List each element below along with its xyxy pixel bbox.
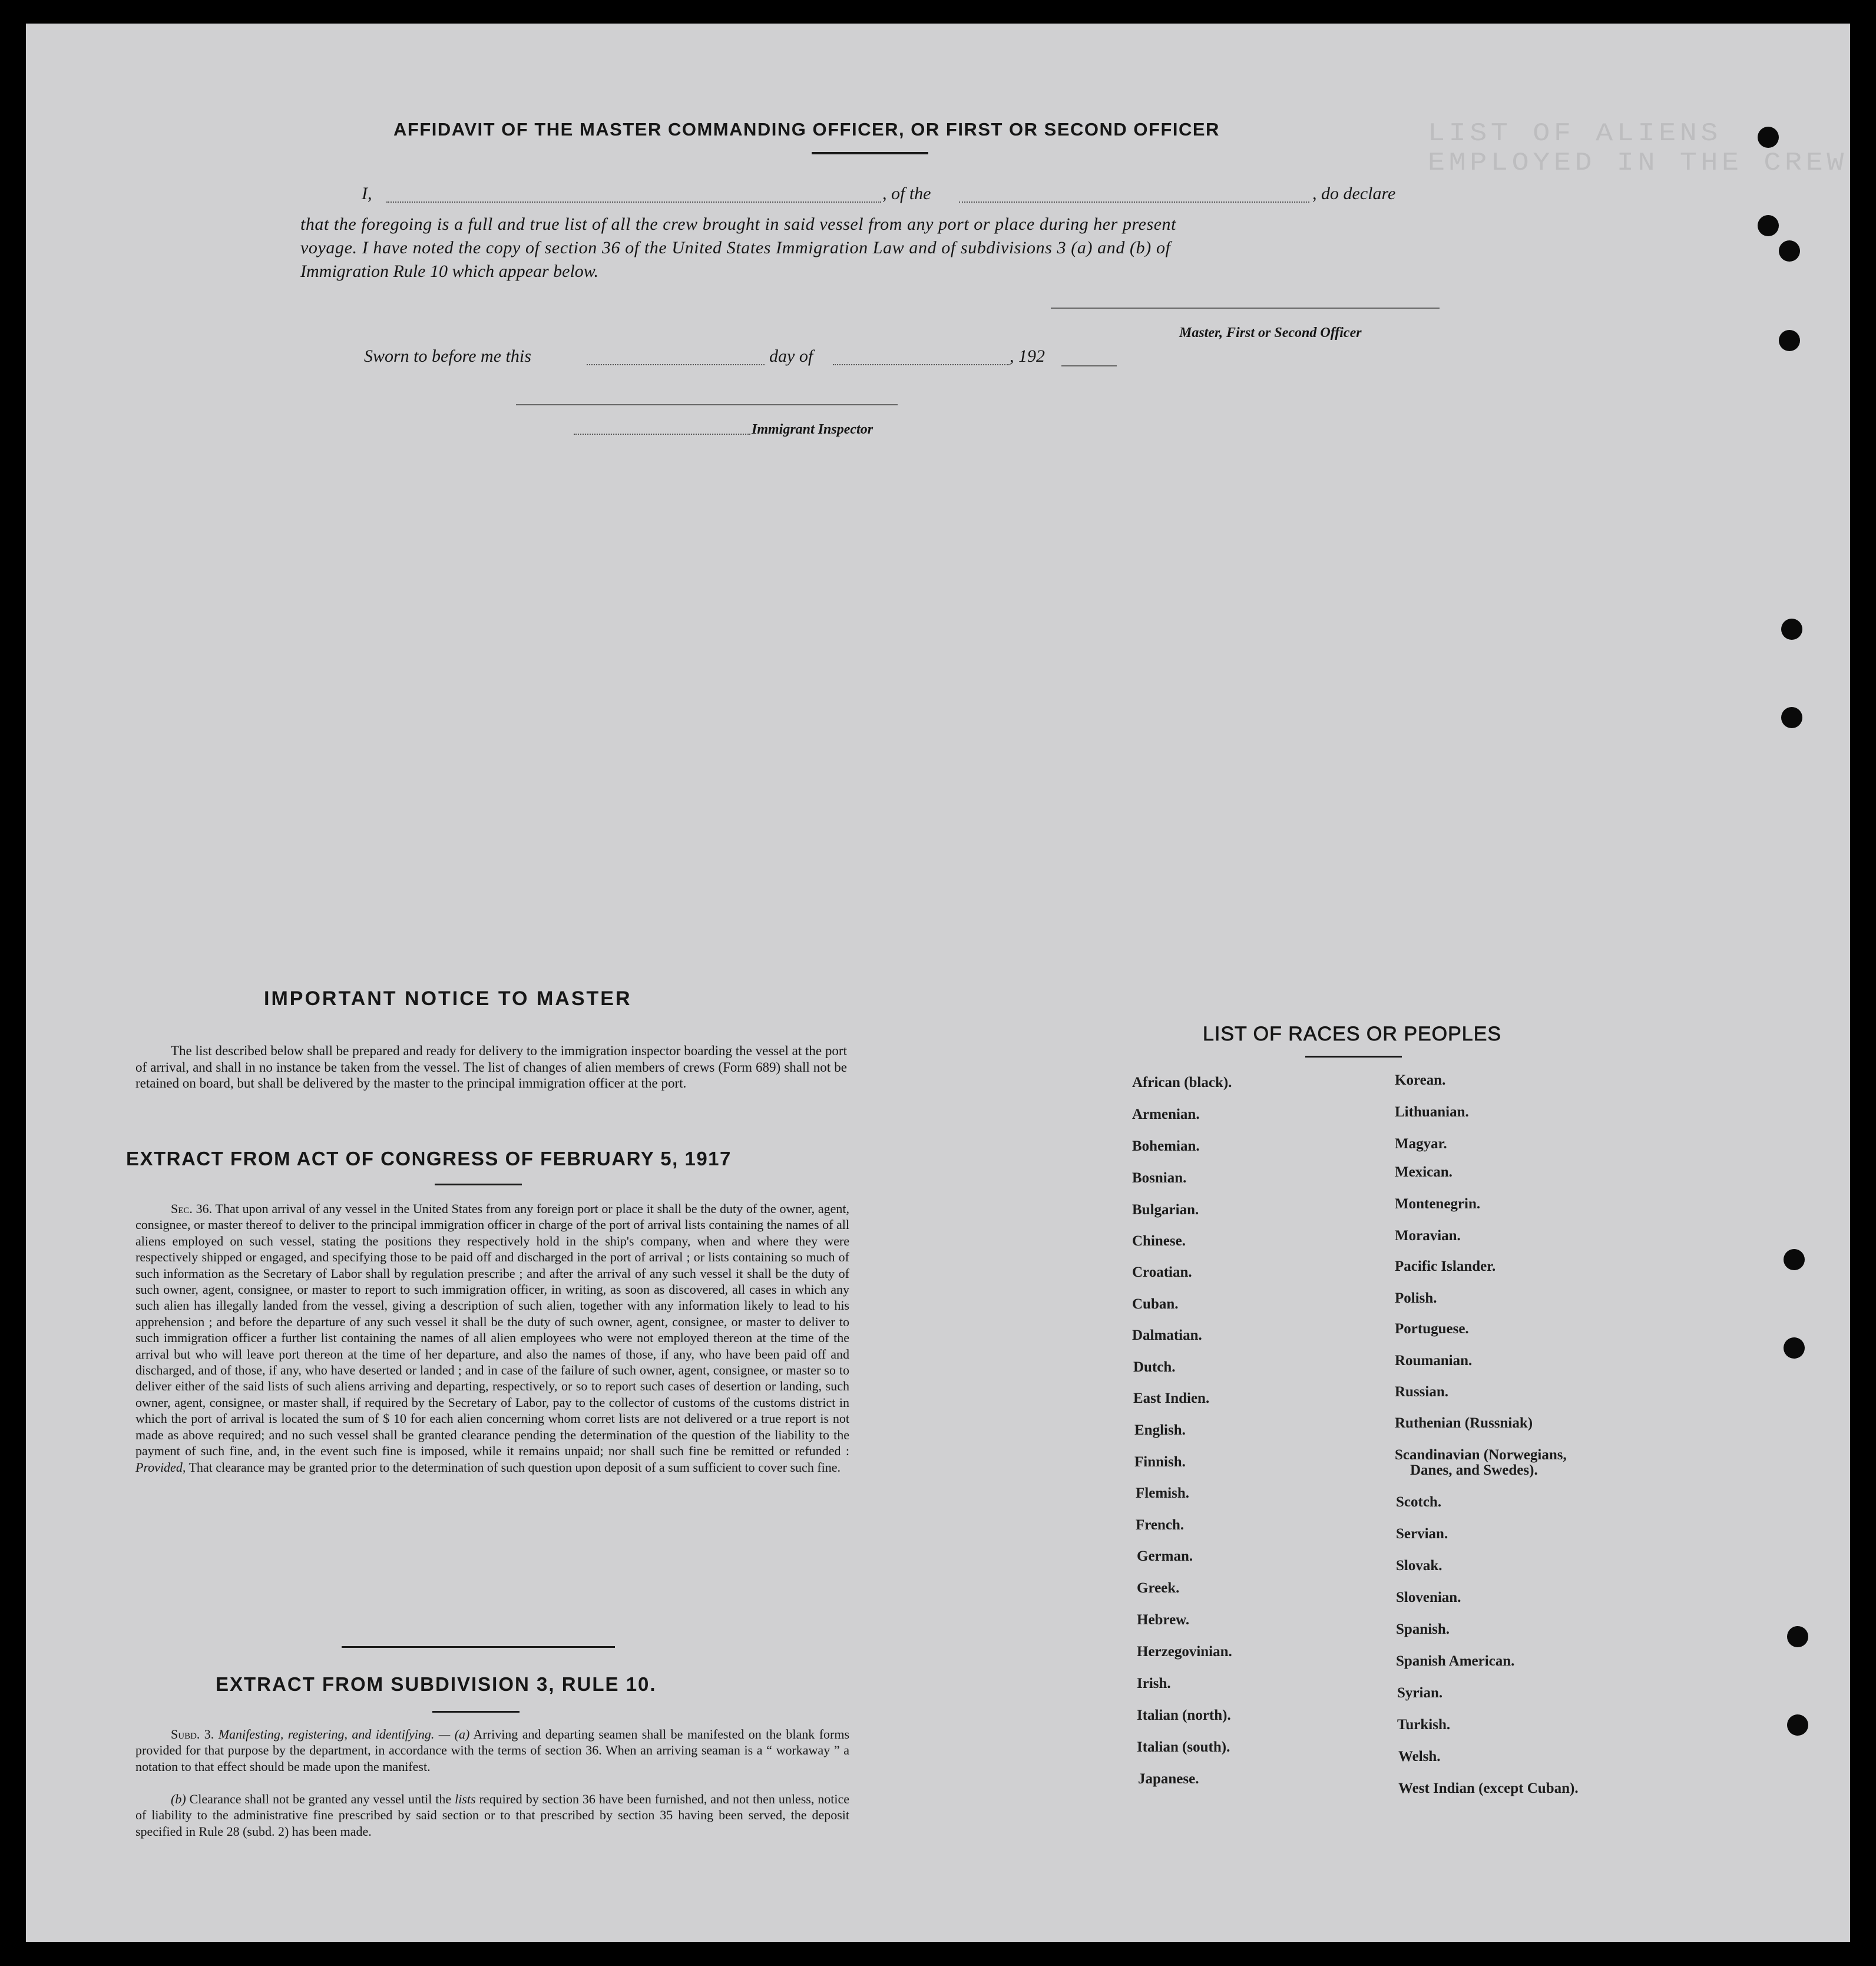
master-signature-label: Master, First or Second Officer [1179,325,1362,341]
race-item: French. [1136,1517,1185,1533]
race-item: Mexican. [1395,1164,1453,1180]
race-item: English. [1134,1422,1186,1438]
para-b-text-1: Clearance shall not be granted any vessel until the [189,1792,452,1806]
year-blank [1061,365,1117,366]
race-item: Italian (south). [1137,1739,1230,1755]
sworn-month-blank [833,364,1010,365]
subd-heading: Manifesting, registering, and identifying. — (a) [218,1727,470,1742]
race-item: Bohemian. [1132,1138,1200,1154]
race-item: Dalmatian. [1132,1327,1202,1343]
race-item: Croatian. [1132,1264,1192,1280]
race-item: Ruthenian (Russniak) [1395,1415,1533,1431]
punch-hole [1787,1626,1808,1647]
race-item: Herzegovinian. [1137,1644,1232,1660]
declaration-i: I, [362,184,372,203]
races-title: LIST OF RACES OR PEOPLES [1203,1023,1502,1045]
race-item: West Indian (except Cuban). [1398,1780,1579,1796]
bleed-through-text: LIST OF ALIENS EMPLOYED IN THE CREW [1428,119,1848,178]
master-signature-line [1051,308,1440,309]
section-body: That upon arrival of any vessel in the United States from any foreign port or place it shall be the duty of the owner, agent, consignee, or master thereof to deliver to the principal immigration officer in charge of the port of arrival lists containing the names of all aliens employed on such vessel, stating the positions they respectively hold in the ship's company, when and where they were respectively shipped or engaged, and specifying those to be paid off and discharged in the port of arrival ; or lists containing so much of such information as the Secretary of Labor shall by regulation prescribe ; and after the arrival of any such vessel it shall be the duty of such owner, agent, consignee, or master to report to such immigration officer, in writing, as soon as discovered, all cases in which any such alien has illegally landed from the vessel, giving a description of such alien, together with any information likely to lead to his apprehension ; and before the departure of any such vessel it shall be the duty of such owner, agent, consignee, or master to deliver to such immigration officer a further list containing the names of all alien employees who were not employed thereon at the time of the arrival but who will leave port thereon at the time of her departure, and also the names of those, if any, who have been paid off and discharged, and of those, if any, who have deserted or landed ; and in case of the failure of such owner, agent, consignee, or master so to deliver either of the said lists of such aliens arriving and departing, respectively, or so to report such cases of desertion or landing, such owner, agent, consignee, or master shall, if required by the Secretary of Labor, pay to the collector of customs of the customs district in which the port of arrival is located the sum of $ 10 for each alien concerning whom corret lists are not delivered or a true report is not made as above required; and no such vessel shall be granted clearance pending the determination of the question of the liability to the payment of such fine, and, in the event such fine is imposed, while it remains unpaid; nor shall such fine be remitted or refunded : [135,1201,850,1459]
inspector-signature-line [516,404,898,405]
act-extract-title: EXTRACT FROM ACT OF CONGRESS OF FEBRUARY 5, 1917 [126,1148,732,1169]
rule-subdivision-a [135,1726,849,1775]
race-item: Polish. [1395,1290,1437,1306]
race-item: Greek. [1137,1580,1180,1596]
race-item: Syrian. [1397,1685,1443,1701]
race-item: African (black). [1132,1075,1232,1091]
race-item: Lithuanian. [1395,1104,1469,1120]
race-item: Russian. [1395,1384,1449,1400]
punch-hole [1781,619,1802,640]
race-item: Scotch. [1396,1494,1442,1510]
document-page [26,24,1850,1942]
notice-body: The list described below shall be prepared and ready for delivery to the immigration inspector boarding the vessel at the port of arrival, and shall in no instance be taken from the vessel. The list of changes of alien members of crews (Form 689) shall not be retained on board, but shall be delivered by the master to the principal immigration officer at the port. [135,1043,847,1091]
race-item: Italian (north). [1137,1707,1231,1723]
provided-word: Provided, [135,1459,186,1475]
year-text: , 192 [1010,346,1045,366]
race-item: Irish. [1137,1676,1171,1691]
races-title-underline [1305,1056,1402,1058]
race-item: Korean. [1395,1072,1446,1088]
name-blank [386,201,881,203]
race-item: Japanese. [1138,1771,1199,1787]
notice-title: IMPORTANT NOTICE TO MASTER [264,987,632,1010]
race-item: Chinese. [1132,1233,1186,1249]
act-title-underline [435,1184,522,1185]
day-of-text: day of [769,346,813,366]
punch-hole [1784,1337,1805,1359]
punch-hole [1779,240,1800,262]
declaration-line-4: Immigration Rule 10 which appear below. [300,262,599,281]
inspector-dotted-line [574,434,750,435]
declaration-line-3: voyage. I have noted the copy of section 36 of the United States Immigration Law and of subdivisions 3 (a) and (b) of [300,238,1171,257]
race-item: Flemish. [1136,1485,1189,1501]
subd-para-a: Arriving and departing seamen shall be manifested on the blank forms provided for that purpose by the department, in accordance with the terms of section 36. When an arriving seaman is a “ workaway ” a notation to that effect should be made upon the manifest. [135,1727,850,1774]
race-item: Scandinavian (Norwegians, [1395,1447,1567,1463]
sworn-day-blank [587,364,765,365]
subd-label: Subd. 3. [171,1727,214,1742]
declaration-declare: , do declare [1312,184,1396,203]
punch-hole [1779,330,1800,351]
race-item: Moravian. [1395,1228,1461,1244]
punch-hole [1787,1714,1808,1736]
punch-hole [1781,707,1802,728]
race-item: Roumanian. [1395,1353,1473,1369]
section-divider [342,1646,615,1648]
section-label: Sec. 36. [171,1201,213,1216]
rule-subdivision-b [135,1791,849,1839]
race-item: Danes, and Swedes). [1410,1462,1538,1478]
race-item: Dutch. [1133,1359,1176,1375]
race-item: Servian. [1396,1526,1448,1542]
vessel-blank [959,201,1309,203]
declaration-line-2: that the foregoing is a full and true list of all the crew brought in said vessel from any port or place during her present [300,214,1176,234]
race-item: Pacific Islander. [1395,1258,1496,1274]
race-item: Magyar. [1395,1136,1447,1152]
race-item: Hebrew. [1137,1612,1190,1628]
sworn-text: Sworn to before me this [364,346,531,366]
race-item: Montenegrin. [1395,1196,1481,1212]
section-tail: That clearance may be granted prior to the determination of such question upon deposit of a sum sufficient to cover such fine. [188,1459,841,1475]
rule-extract-title: EXTRACT FROM SUBDIVISION 3, RULE 10. [216,1673,657,1695]
race-item: Slovenian. [1396,1590,1461,1605]
para-b-text-2: required by section 36 have been furnished, and not then unless, notice of liability to the administrative fine prescribed by said section or to that prescribed by section 35 having been served, the deposit specified in Rule 28 (subd. 2) has been made. [135,1792,850,1839]
race-item: Portuguese. [1395,1321,1469,1337]
race-item: Armenian. [1132,1106,1200,1122]
declaration-of-the: , of the [882,184,931,203]
race-item: Slovak. [1396,1558,1442,1574]
rule-title-underline [432,1711,520,1713]
race-item: Finnish. [1134,1454,1186,1470]
race-item: Spanish American. [1396,1653,1515,1669]
para-b-lists: lists [455,1792,476,1806]
race-item: Cuban. [1132,1296,1179,1312]
race-item: East Indien. [1133,1390,1210,1406]
race-item: Bosnian. [1132,1170,1187,1186]
punch-hole [1758,127,1779,148]
para-b-label: (b) [171,1792,186,1806]
act-section-36 [135,1201,849,1475]
title-underline [812,152,928,154]
race-item: Spanish. [1396,1621,1450,1637]
affidavit-title: AFFIDAVIT OF THE MASTER COMMANDING OFFICER, OR FIRST OR SECOND OFFICER [393,119,1220,140]
race-item: Turkish. [1397,1717,1451,1733]
race-item: German. [1137,1548,1193,1564]
inspector-label: Immigrant Inspector [752,422,874,437]
punch-hole [1784,1249,1805,1270]
race-item: Welsh. [1398,1749,1441,1765]
race-item: Bulgarian. [1132,1202,1199,1218]
punch-hole [1758,215,1779,236]
